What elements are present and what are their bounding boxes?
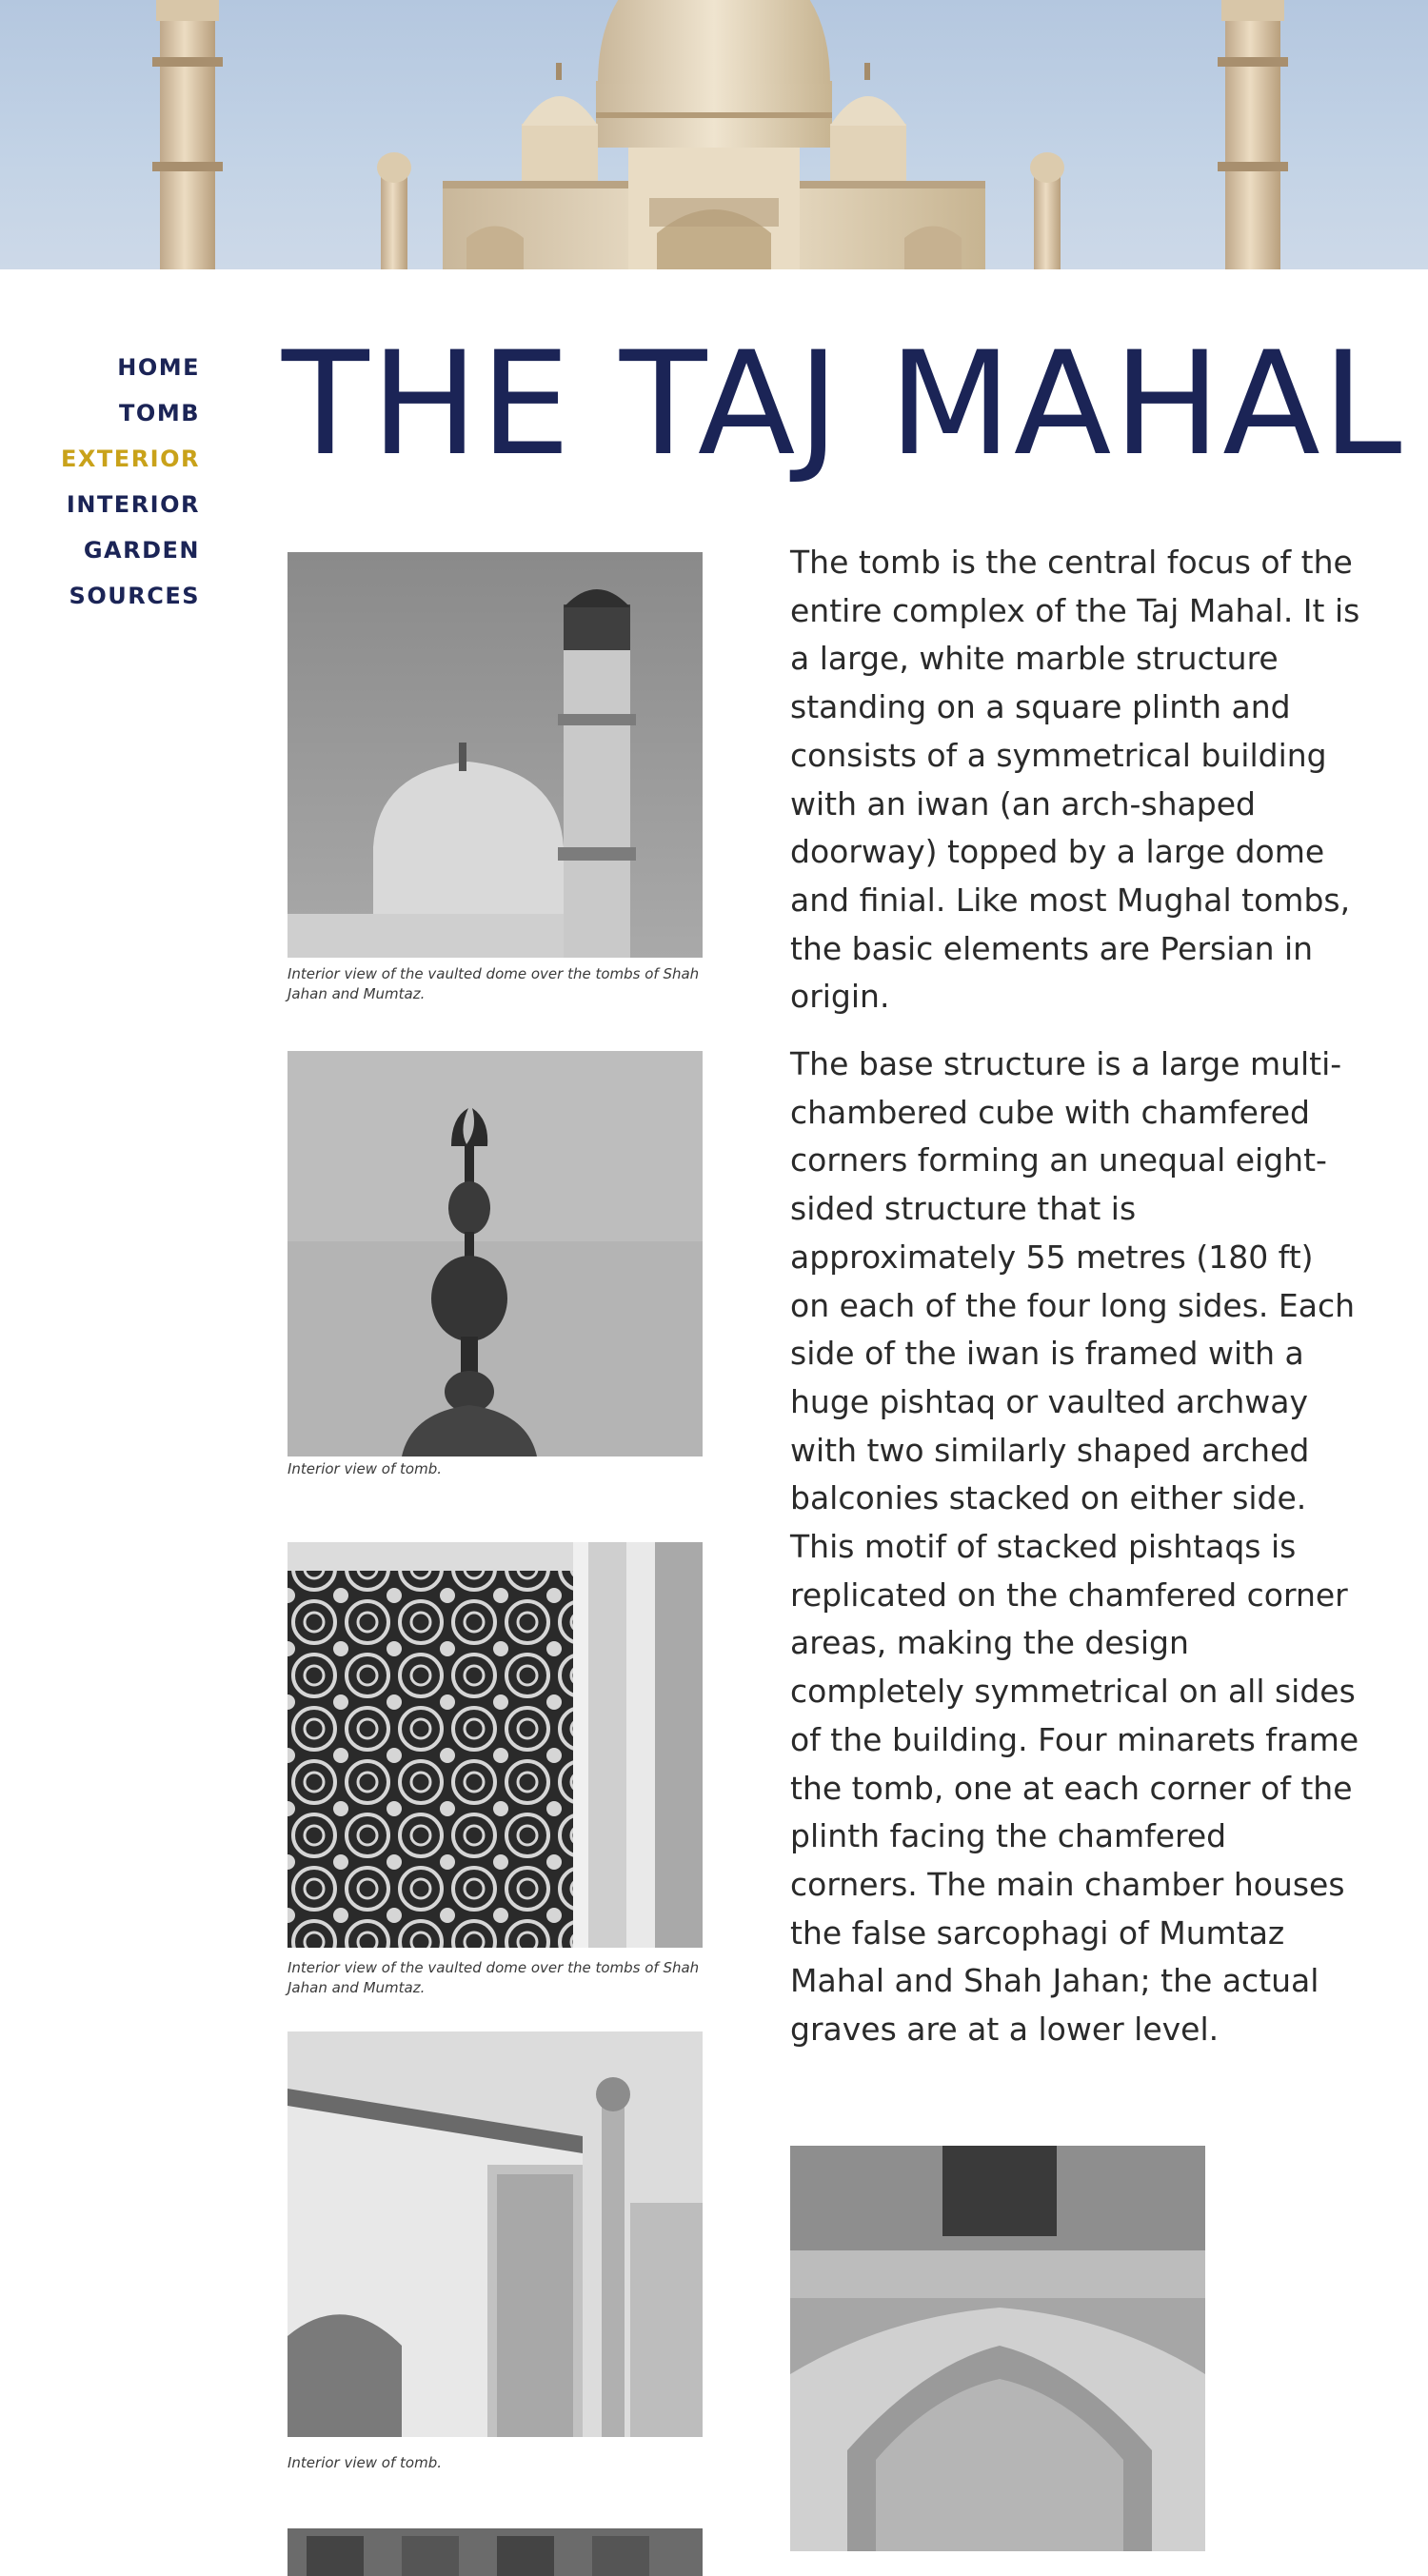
minaret-left: [152, 0, 223, 269]
nav-item-sources[interactable]: SOURCES: [69, 583, 200, 609]
main-nav: [29, 345, 200, 619]
minaret-right: [1218, 0, 1288, 269]
hero-image: [0, 0, 1428, 269]
article-paragraph-1: The tomb is the central focus of the entire complex of the Taj Mahal. It is a large, white marble structure standing on a square plinth and consists of a symmetrical building with an iwan (an arch-shaped doorway) topped by a large dome and finial. Like most Mughal tombs, the basic elements are Persian in origin.: [790, 544, 1360, 1016]
photo-dome-minaret: [288, 552, 703, 958]
nav-item-garden[interactable]: GARDEN: [83, 537, 200, 564]
nav-item-exterior[interactable]: EXTERIOR: [61, 446, 200, 472]
photo-caption: Interior view of the vaulted dome over the tombs of Shah Jahan and Mumtaz.: [288, 1959, 700, 1996]
taj-mahal-illustration: [0, 0, 1428, 269]
photo-lattice-screen: [288, 1542, 703, 1948]
page-title: THE TAJ MAHAL: [282, 322, 1404, 487]
photo-carved-archway: [790, 2146, 1205, 2551]
article-paragraph-2: The base structure is a large multi-chambered cube with chamfered corners forming an unequal eight-sided structure that is approximately 55 metres (180 ft) on each of the four long sides. Each side of the iwan is framed with a huge pishtaq or vaulted archway with two similarly shaped arched balconies stacked on either side. This motif of stacked pishtaqs is replicated on the chamfered corner areas, making the design completely symmetrical on all sides of the building. Four minarets frame the tomb, one at each corner of the plinth facing the chamfered corners. The main chamber houses the false sarcophagi of Mumtaz Mahal and Shah Jahan; the actual graves are at a lower level.: [790, 1045, 1359, 2049]
nav-item-tomb[interactable]: TOMB: [119, 400, 200, 426]
photo-caption: Interior view of tomb.: [288, 2454, 442, 2471]
photo-calligraphy-facade: [288, 2031, 703, 2437]
nav-item-home[interactable]: HOME: [117, 354, 200, 381]
nav-item-interior[interactable]: INTERIOR: [66, 491, 200, 518]
photo-partial: [288, 2528, 703, 2576]
photo-finial: [288, 1051, 703, 1456]
photo-caption: Interior view of tomb.: [288, 1460, 442, 1477]
photo-caption: Interior view of the vaulted dome over the tombs of Shah Jahan and Mumtaz.: [288, 965, 700, 1002]
